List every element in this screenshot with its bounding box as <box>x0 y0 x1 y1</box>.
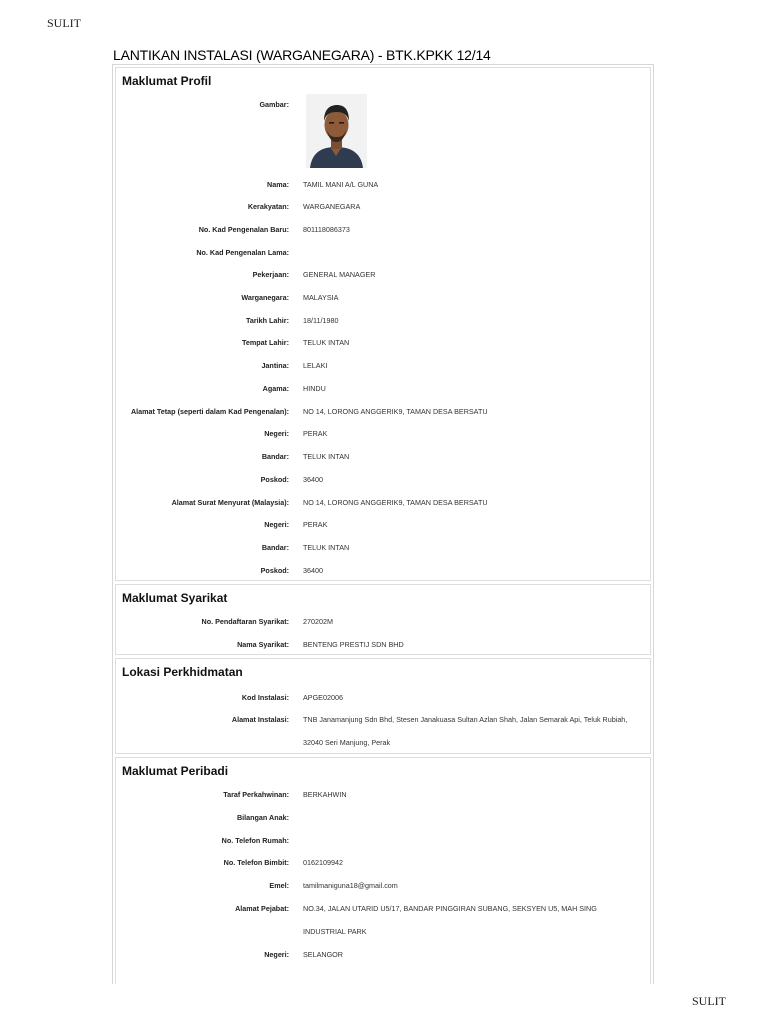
field-row <box>116 270 650 284</box>
field-label: No. Pendaftaran Syarikat: <box>201 617 289 626</box>
field-label: Nama: <box>267 180 289 189</box>
field-row <box>116 452 650 466</box>
field-value: APGE02006 <box>303 693 343 702</box>
field-row <box>116 248 650 262</box>
field-label: Tempat Lahir: <box>242 338 289 347</box>
field-row <box>116 202 650 216</box>
field-row <box>116 738 650 752</box>
classification-mark-bottom: SULIT <box>692 994 726 1008</box>
field-value: TELUK INTAN <box>303 452 350 461</box>
field-value: NO 14, LORONG ANGGERIK9, TAMAN DESA BERSATU <box>303 498 488 507</box>
field-label: Alamat Surat Menyurat (Malaysia): <box>171 498 289 507</box>
field-row <box>116 316 650 330</box>
field-row <box>116 927 650 941</box>
field-row <box>116 950 650 964</box>
field-row <box>116 429 650 443</box>
page-title: LANTIKAN INSTALASI (WARGANEGARA) - BTK.KPKK 12/14 <box>113 47 491 63</box>
field-label: No. Kad Pengenalan Lama: <box>196 248 289 257</box>
field-label: Emel: <box>269 881 289 890</box>
field-value: BENTENG PRESTIJ SDN BHD <box>303 640 404 649</box>
field-row <box>116 338 650 352</box>
field-value: TELUK INTAN <box>303 338 350 347</box>
field-label: No. Kad Pengenalan Baru: <box>198 225 289 234</box>
field-label: Tarikh Lahir: <box>246 316 289 325</box>
field-row <box>116 180 650 194</box>
section-title: Lokasi Perkhidmatan <box>122 665 243 679</box>
field-label: Alamat Tetap (seperti dalam Kad Pengenalan): <box>130 407 289 416</box>
field-label: Agama: <box>262 384 289 393</box>
field-value: TAMIL MANI A/L GUNA <box>303 180 379 189</box>
field-row <box>116 715 650 729</box>
field-value: SELANGOR <box>303 950 343 959</box>
field-row <box>116 498 650 512</box>
field-row <box>116 225 650 239</box>
field-label: Poskod: <box>260 566 289 575</box>
section-maklumat-profil <box>115 67 651 581</box>
field-label: No. Telefon Bimbit: <box>223 858 289 867</box>
section-title: Maklumat Peribadi <box>122 764 229 778</box>
field-label: Negeri: <box>264 429 289 438</box>
field-row <box>116 407 650 421</box>
field-row <box>116 566 650 580</box>
field-value: GENERAL MANAGER <box>303 270 376 279</box>
field-label: Jantina: <box>261 361 289 370</box>
field-value: tamilmaniguna18@gmail.com <box>303 881 398 890</box>
field-row <box>116 475 650 489</box>
field-label: Negeri: <box>264 520 289 529</box>
field-row <box>116 543 650 557</box>
field-label: Bandar: <box>261 543 289 552</box>
field-label: Kerakyatan: <box>247 202 289 211</box>
field-value: 270202M <box>303 617 333 626</box>
profile-photo <box>306 94 367 168</box>
section-maklumat-syarikat <box>115 584 651 655</box>
field-row <box>116 858 650 872</box>
field-value: BERKAHWIN <box>303 790 347 799</box>
field-row <box>116 693 650 707</box>
section-title: Maklumat Profil <box>122 74 212 88</box>
field-row <box>116 904 650 918</box>
field-row <box>116 881 650 895</box>
field-row <box>116 293 650 307</box>
field-label: Pekerjaan: <box>252 270 289 279</box>
field-value: 18/11/1980 <box>303 316 339 325</box>
field-label: Negeri: <box>264 950 289 959</box>
field-label: Poskod: <box>260 475 289 484</box>
field-value: 801118086373 <box>303 225 350 234</box>
field-row <box>116 813 650 827</box>
field-label: Bilangan Anak: <box>236 813 289 822</box>
field-row <box>116 640 650 654</box>
classification-mark-top: SULIT <box>47 16 81 30</box>
field-value: PERAK <box>303 520 328 529</box>
field-value: PERAK <box>303 429 328 438</box>
section-maklumat-peribadi <box>115 757 651 984</box>
field-row <box>116 361 650 375</box>
field-value: MALAYSIA <box>303 293 339 302</box>
field-value: 0162109942 <box>303 858 343 867</box>
field-value: WARGANEGARA <box>303 202 361 211</box>
field-row <box>116 384 650 398</box>
field-label: Taraf Perkahwinan: <box>223 790 289 799</box>
section-lokasi-perkhidmatan <box>115 658 651 754</box>
field-row <box>116 520 650 534</box>
field-label: No. Telefon Rumah: <box>221 836 289 845</box>
field-row-gambar <box>116 100 650 114</box>
field-label: Nama Syarikat: <box>237 640 289 649</box>
field-row <box>116 836 650 850</box>
field-value: 36400 <box>303 475 323 484</box>
field-value: NO 14, LORONG ANGGERIK9, TAMAN DESA BERSATU <box>303 407 488 416</box>
field-value: 32040 Seri Manjung, Perak <box>303 738 391 747</box>
field-row <box>116 790 650 804</box>
field-row <box>116 617 650 631</box>
field-value: 36400 <box>303 566 323 575</box>
field-label: Warganegara: <box>241 293 289 302</box>
field-label: Alamat Instalasi: <box>231 715 289 724</box>
field-value: TELUK INTAN <box>303 543 350 552</box>
field-label: Kod Instalasi: <box>241 693 289 702</box>
field-value: HINDU <box>303 384 326 393</box>
field-label: Bandar: <box>261 452 289 461</box>
field-value: TNB Janamanjung Sdn Bhd, Stesen Janakuasa Sultan Azlan Shah, Jalan Semarak Api, Teluk Rubiah, <box>303 715 628 724</box>
field-value: LELAKI <box>303 361 328 370</box>
field-label: Gambar: <box>259 100 289 109</box>
section-title: Maklumat Syarikat <box>122 591 228 605</box>
field-value: NO.34, JALAN UTARID U5/17, BANDAR PINGGIRAN SUBANG, SEKSYEN U5, MAH SING <box>303 904 597 913</box>
field-value: INDUSTRIAL PARK <box>303 927 367 936</box>
field-label: Alamat Pejabat: <box>235 904 289 913</box>
